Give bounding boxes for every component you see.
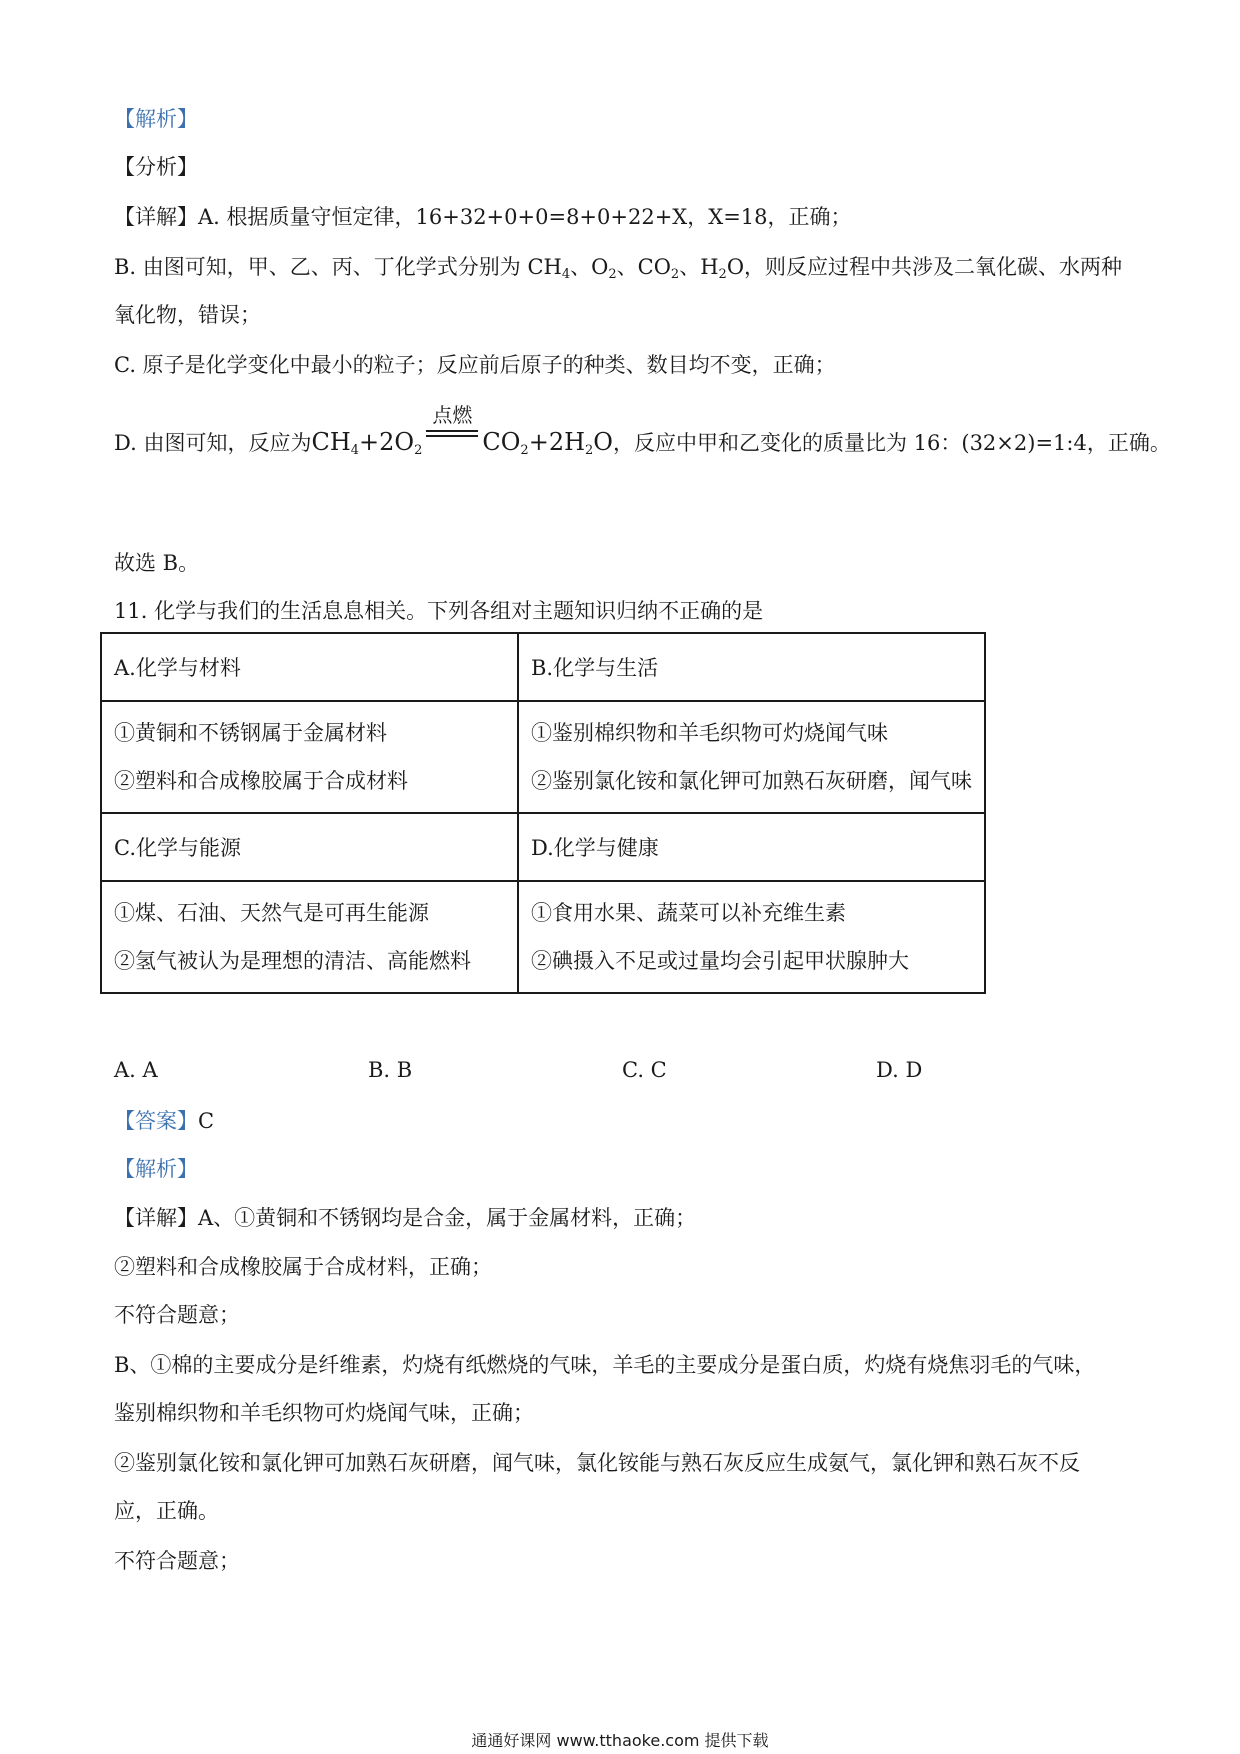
- table-item: ②碘摄入不足或过量均会引起甲状腺肿大: [531, 949, 909, 973]
- table-item: ①食用水果、蔬菜可以补充维生素: [531, 901, 846, 925]
- table-cell-d-head: D.化学与健康: [518, 813, 985, 881]
- detail-b-line1: B. 由图可知，甲、乙、丙、丁化学式分别为 $CH_4$、$O_2$、$CO_2$、$H_2O$，则反应过程中共涉及二氧化碳、水两种: [114, 255, 1123, 282]
- table-item: ①黄铜和不锈钢属于金属材料: [114, 721, 387, 745]
- detail-c: C. 原子是化学变化中最小的粒子；反应前后原子的种类、数目均不变，正确；: [114, 353, 836, 377]
- jiexi-label-2: 【解析】: [114, 1157, 198, 1181]
- q11-detail-b3: ②鉴别氯化铵和氯化钾可加熟石灰研磨，闻气味，氯化铵能与熟石灰反应生成氨气，氯化钾和熟石灰不反: [114, 1451, 1080, 1475]
- table-item: ①煤、石油、天然气是可再生能源: [114, 901, 429, 925]
- answer-label: 【答案】: [114, 1109, 198, 1133]
- option-d: D. D: [876, 1058, 923, 1082]
- table-cell-a-head: A.化学与材料: [101, 633, 518, 701]
- jiexi-label: 【解析】: [114, 107, 198, 131]
- table-cell-a-body: [101, 701, 518, 813]
- topic-table: [100, 632, 986, 994]
- detail-b-line2: 氧化物，错误；: [114, 303, 261, 327]
- q11-detail-b4: 应，正确。: [114, 1499, 219, 1523]
- table-cell-c-body: [101, 881, 518, 993]
- question-11-stem: 11. 化学与我们的生活息息相关。下列各组对主题知识归纳不正确的是: [114, 599, 764, 623]
- detail-a: [114, 202, 852, 232]
- detail-label-2: 【详解】: [114, 1206, 198, 1230]
- detail-label: 【详解】: [114, 205, 198, 229]
- page-footer: 通通好课网 www.tthaoke.com 提供下载: [471, 1731, 769, 1750]
- table-cell-b-head: B.化学与生活: [518, 633, 985, 701]
- option-b: B. B: [368, 1058, 413, 1082]
- q11-detail-a3: 不符合题意；: [114, 1303, 240, 1327]
- detail-d-pre: D. 由图可知，反应为: [114, 431, 312, 455]
- table-item: ②塑料和合成橡胶属于合成材料: [114, 769, 408, 793]
- table-item: ②氢气被认为是理想的清洁、高能燃料: [114, 949, 471, 973]
- table-cell-b-body: [518, 701, 985, 813]
- table-cell-d-body: [518, 881, 985, 993]
- q11-detail-a1-text: A、①黄铜和不锈钢均是合金，属于金属材料，正确；: [198, 1206, 697, 1230]
- q11-detail-a2: ②塑料和合成橡胶属于合成材料，正确；: [114, 1255, 492, 1279]
- detail-a-text: A. 根据质量守恒定律，16+32+0+0=8+0+22+X，X=18，正确；: [198, 205, 852, 229]
- answer-value: C: [198, 1109, 215, 1133]
- table-item: ①鉴别棉织物和羊毛织物可灼烧闻气味: [531, 721, 888, 745]
- q11-detail-b2: 鉴别棉织物和羊毛织物可灼烧闻气味，正确；: [114, 1401, 534, 1425]
- fenxi-label: 【分析】: [114, 155, 198, 179]
- option-a: A. A: [114, 1058, 158, 1082]
- reaction-arrow: [426, 403, 478, 450]
- answer: [114, 1106, 214, 1136]
- detail-b-pre: B. 由图可知，甲、乙、丙、丁化学式分别为 CH: [114, 255, 562, 279]
- q11-detail-a1: [114, 1203, 696, 1233]
- detail-d: [114, 403, 1171, 458]
- q11-detail-b1: B、①棉的主要成分是纤维素，灼烧有纸燃烧的气味，羊毛的主要成分是蛋白质，灼烧有烧焦羽毛的气味，: [114, 1353, 1096, 1377]
- conclusion: 故选 B。: [114, 551, 200, 575]
- detail-d-post: ，反应中甲和乙变化的质量比为 16：(32×2)=1:4，正确。: [612, 431, 1171, 455]
- detail-b-post: ，则反应过程中共涉及二氧化碳、水两种: [744, 255, 1123, 279]
- reaction-condition: 点燃: [432, 403, 473, 427]
- table-cell-c-head: C.化学与能源: [101, 813, 518, 881]
- option-c: C. C: [622, 1058, 667, 1082]
- q11-detail-b5: 不符合题意；: [114, 1549, 240, 1573]
- table-item: ②鉴别氯化铵和氯化钾可加熟石灰研磨，闻气味: [531, 769, 972, 793]
- chemical-equation: $CH_4+2O_2$ 点燃 $CO_2+2H_2O$: [311, 420, 613, 457]
